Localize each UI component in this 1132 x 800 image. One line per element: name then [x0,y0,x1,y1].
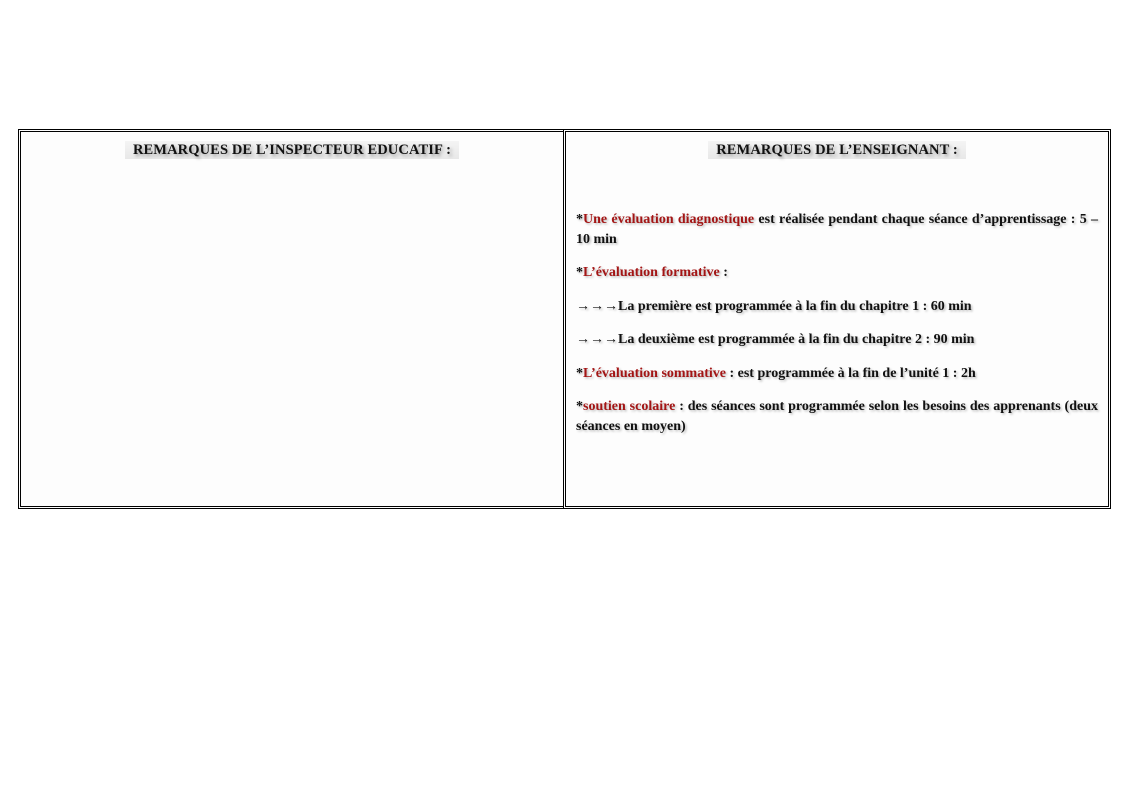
sommative-remark [576,364,1098,384]
inspector-remarks-panel [18,129,565,509]
inspector-remarks-title: REMARQUES DE L’INSPECTEUR EDUCATIF : [125,141,459,159]
formative-term: L’évaluation formative [583,265,720,280]
bullet-star: * [576,212,583,227]
formative-second: →→→La deuxième est programmée à la fin du chapitre 2 : 90 min [576,332,975,347]
soutien-text: : des séances sont programmée selon les besoins des apprenants (deux séances en moyen) [576,399,1098,434]
bullet-star: * [576,365,583,381]
teacher-remarks-title: REMARQUES DE L’ENSEIGNANT : [708,141,966,159]
formative-first: →→→La première est programmée à la fin du chapitre 1 : 60 min [576,298,972,314]
soutien-remark [576,397,1098,436]
teacher-remarks-content [576,210,1098,450]
sommative-text: : est programmée à la fin de l’unité 1 : 2h [725,365,976,381]
teacher-remarks-panel [563,129,1111,509]
bullet-star: * [576,265,583,280]
sommative-term: L’évaluation sommative [583,365,726,381]
diagnostic-text: est réalisée pendant chaque séance d’apprentissage : 5 – 10 min [576,212,1098,247]
formative-text: : [719,265,728,280]
diagnostic-term: Une évaluation diagnostique [583,212,755,227]
bullet-star: * [576,399,583,414]
diagnostic-remark [576,210,1098,249]
soutien-term: soutien scolaire [583,399,676,414]
formative-remark [576,263,1098,283]
